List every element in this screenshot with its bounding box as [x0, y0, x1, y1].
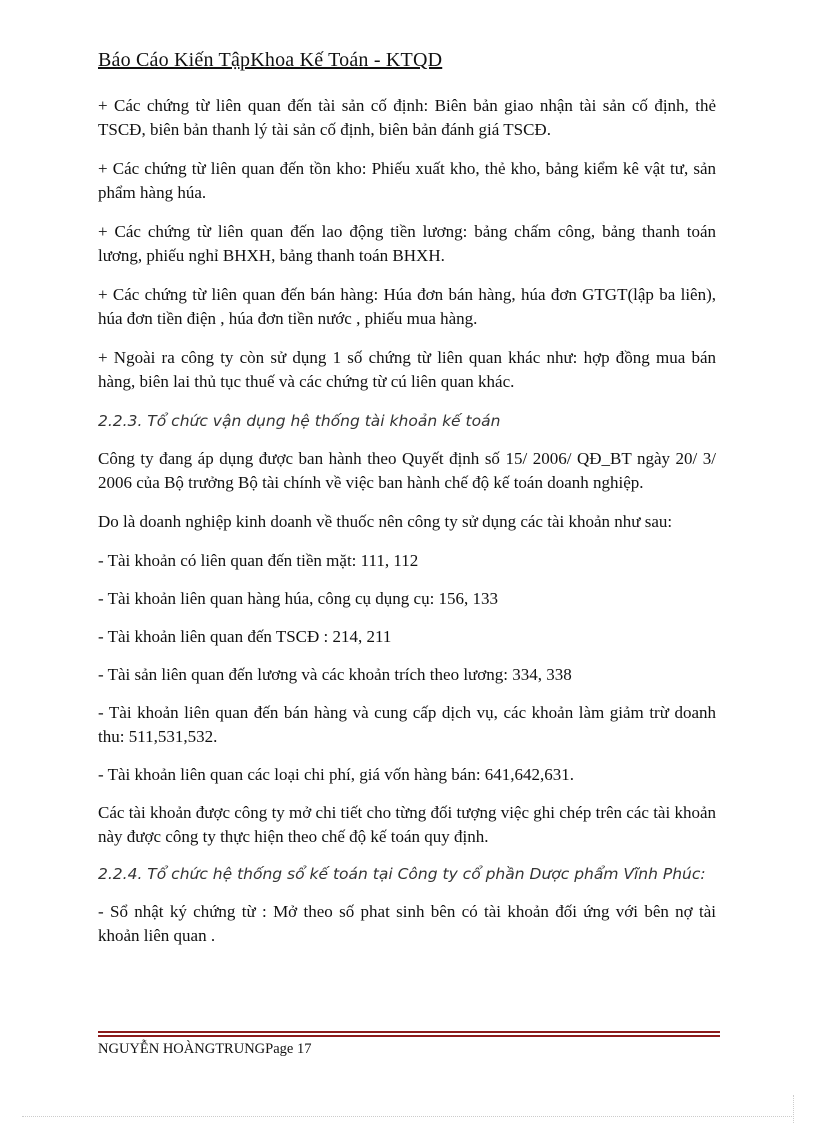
list-item: - Tài khoản liên quan hàng húa, công cụ dụng cụ: 156, 133 [98, 589, 499, 608]
list-item: - Tài khoản liên quan đến TSCĐ : 214, 211 [98, 627, 392, 646]
paragraph: + Các chứng từ liên quan đến tài sản cố định: Biên bản giao nhận tài sản cố định, thẻ TSCĐ, biên bản thanh lý tài sản cố định, biên bản đánh giá TSCĐ. [98, 96, 716, 139]
paragraph: Các tài khoản được công ty mở chi tiết cho từng đối tượng việc ghi chép trên các tài khoản này được công ty thực hiện theo chế độ kế toán quy định. [98, 803, 716, 846]
paragraph: + Các chứng từ liên quan đến tồn kho: Phiếu xuất kho, thẻ kho, bảng kiểm kê vật tư, sản phẩm hàng húa. [98, 159, 716, 202]
paragraph: Do là doanh nghiệp kinh doanh về thuốc nên công ty sử dụng các tài khoản như sau: [98, 512, 673, 531]
document-body [98, 94, 716, 963]
paragraph: + Các chứng từ liên quan đến bán hàng: Húa đơn bán hàng, húa đơn GTGT(lập ba liên), húa đơn tiền điện , húa đơn tiền nước , phiếu mua hàng. [98, 285, 716, 328]
paragraph: + Các chứng từ liên quan đến lao động tiền lương: bảng chấm công, bảng thanh toán lương, phiếu nghỉ BHXH, bảng thanh toán BHXH. [98, 222, 716, 265]
page-header: Báo Cáo Kiến TậpKhoa Kế Toán - KTQD [98, 49, 443, 71]
list-item: - Tài khoản liên quan các loại chi phí, giá vốn hàng bán: 641,642,631. [98, 765, 575, 784]
paragraph: - Sổ nhật ký chứng từ : Mở theo số phat sinh bên có tài khoản đối ứng với bên nợ tài khoản liên quan . [98, 902, 716, 945]
page-edge-bottom [22, 1116, 794, 1117]
section-heading: 2.2.3. Tổ chức vận dụng hệ thống tài khoản kế toán [98, 412, 501, 430]
list-item: - Tài khoản có liên quan đến tiền mặt: 111, 112 [98, 551, 419, 570]
page-footer: NGUYỄN HOÀNGTRUNGPage 17 [98, 1041, 312, 1057]
section-heading: 2.2.4. Tổ chức hệ thống sổ kế toán tại Công ty cổ phần Dược phẩm Vĩnh Phúc: [98, 865, 706, 883]
paragraph: Công ty đang áp dụng được ban hành theo Quyết định số 15/ 2006/ QĐ_BT ngày 20/ 3/ 2006 của Bộ trưởng Bộ tài chính về việc ban hành chế độ kế toán doanh nghiệp. [98, 449, 716, 492]
list-item: - Tài khoản liên quan đến bán hàng và cung cấp dịch vụ, các khoản làm giảm trừ doanh thu: 511,531,532. [98, 703, 716, 746]
paragraph: + Ngoài ra công ty còn sử dụng 1 số chứng từ liên quan khác như: hợp đồng mua bán hàng, biên lai thủ tục thuế và các chứng từ cú liên quan khác. [98, 348, 716, 391]
footer-rule [98, 1031, 720, 1037]
page-edge-right [793, 1095, 794, 1123]
list-item: - Tài sản liên quan đến lương và các khoản trích theo lương: 334, 338 [98, 665, 572, 684]
